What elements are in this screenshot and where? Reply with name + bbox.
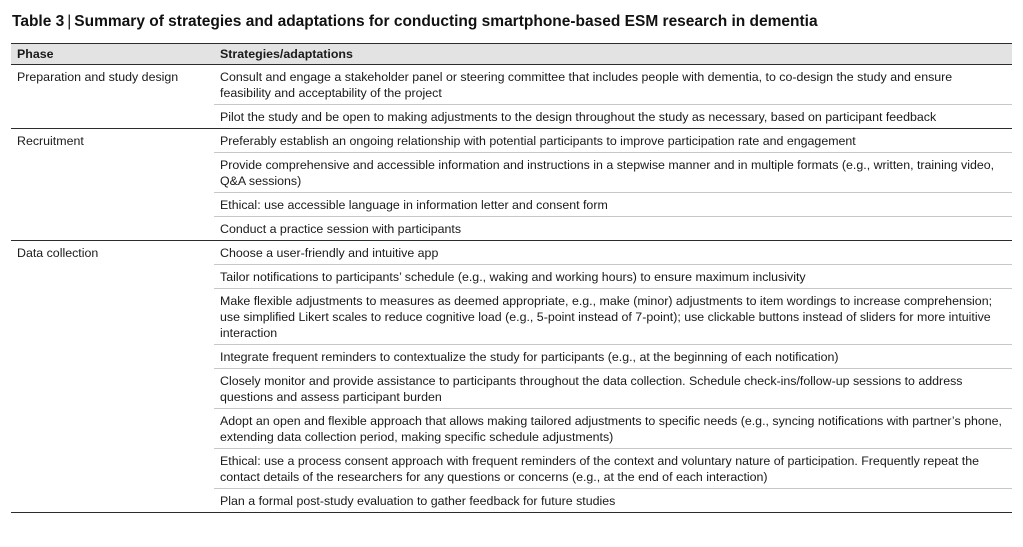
table-caption-label: Table 3 xyxy=(12,13,65,30)
strategy-cell: Closely monitor and provide assistance to participants throughout the data collection. Schedule check-ins/follow-up sessions to address questions and assess participant burden xyxy=(214,369,1012,409)
header-strategies: Strategies/adaptations xyxy=(214,44,1012,65)
strategies-table xyxy=(11,43,1012,513)
strategy-cell: Adopt an open and flexible approach that allows making tailored adjustments to specific needs (e.g., syncing notifications with partner’s phone, extending data collection period, making specific schedule adjustments) xyxy=(214,409,1012,449)
strategy-cell: Plan a formal post-study evaluation to gather feedback for future studies xyxy=(214,489,1012,513)
table-row xyxy=(11,129,1012,153)
strategy-cell: Tailor notifications to participants’ schedule (e.g., waking and working hours) to ensure maximum inclusivity xyxy=(214,265,1012,289)
phase-cell: Data collection xyxy=(11,241,214,513)
table-body xyxy=(11,65,1012,513)
strategy-cell: Provide comprehensive and accessible information and instructions in a stepwise manner and in multiple formats (e.g., written, training video, Q&A sessions) xyxy=(214,153,1012,193)
strategy-cell: Conduct a practice session with participants xyxy=(214,217,1012,241)
table-row xyxy=(11,65,1012,105)
strategy-cell: Preferably establish an ongoing relationship with potential participants to improve participation rate and engagement xyxy=(214,129,1012,153)
strategy-cell: Integrate frequent reminders to contextualize the study for participants (e.g., at the beginning of each notification) xyxy=(214,345,1012,369)
table-caption-text: Summary of strategies and adaptations for conducting smartphone-based ESM research in dementia xyxy=(74,13,818,30)
strategy-cell: Choose a user-friendly and intuitive app xyxy=(214,241,1012,265)
table-caption xyxy=(12,12,1012,32)
strategy-cell: Ethical: use a process consent approach with frequent reminders of the context and voluntary nature of participation. Frequently repeat the contact details of the researchers for any questions or concerns (e.g., at the end of each interaction) xyxy=(214,449,1012,489)
strategy-cell: Pilot the study and be open to making adjustments to the design throughout the study as necessary, based on participant feedback xyxy=(214,105,1012,129)
phase-cell: Preparation and study design xyxy=(11,65,214,129)
strategy-cell: Consult and engage a stakeholder panel or steering committee that includes people with dementia, to co-design the study and ensure feasibility and acceptability of the project xyxy=(214,65,1012,105)
strategy-cell: Make flexible adjustments to measures as deemed appropriate, e.g., make (minor) adjustments to item wordings to increase comprehension; use simplified Likert scales to reduce cognitive load (e.g., 5-point instead of 7-point); use clickable buttons instead of sliders for more intuitive interaction xyxy=(214,289,1012,345)
table-header-row xyxy=(11,44,1012,65)
header-phase: Phase xyxy=(11,44,214,65)
phase-cell: Recruitment xyxy=(11,129,214,241)
table-row xyxy=(11,241,1012,265)
strategy-cell: Ethical: use accessible language in information letter and consent form xyxy=(214,193,1012,217)
table-caption-separator: | xyxy=(67,13,72,30)
